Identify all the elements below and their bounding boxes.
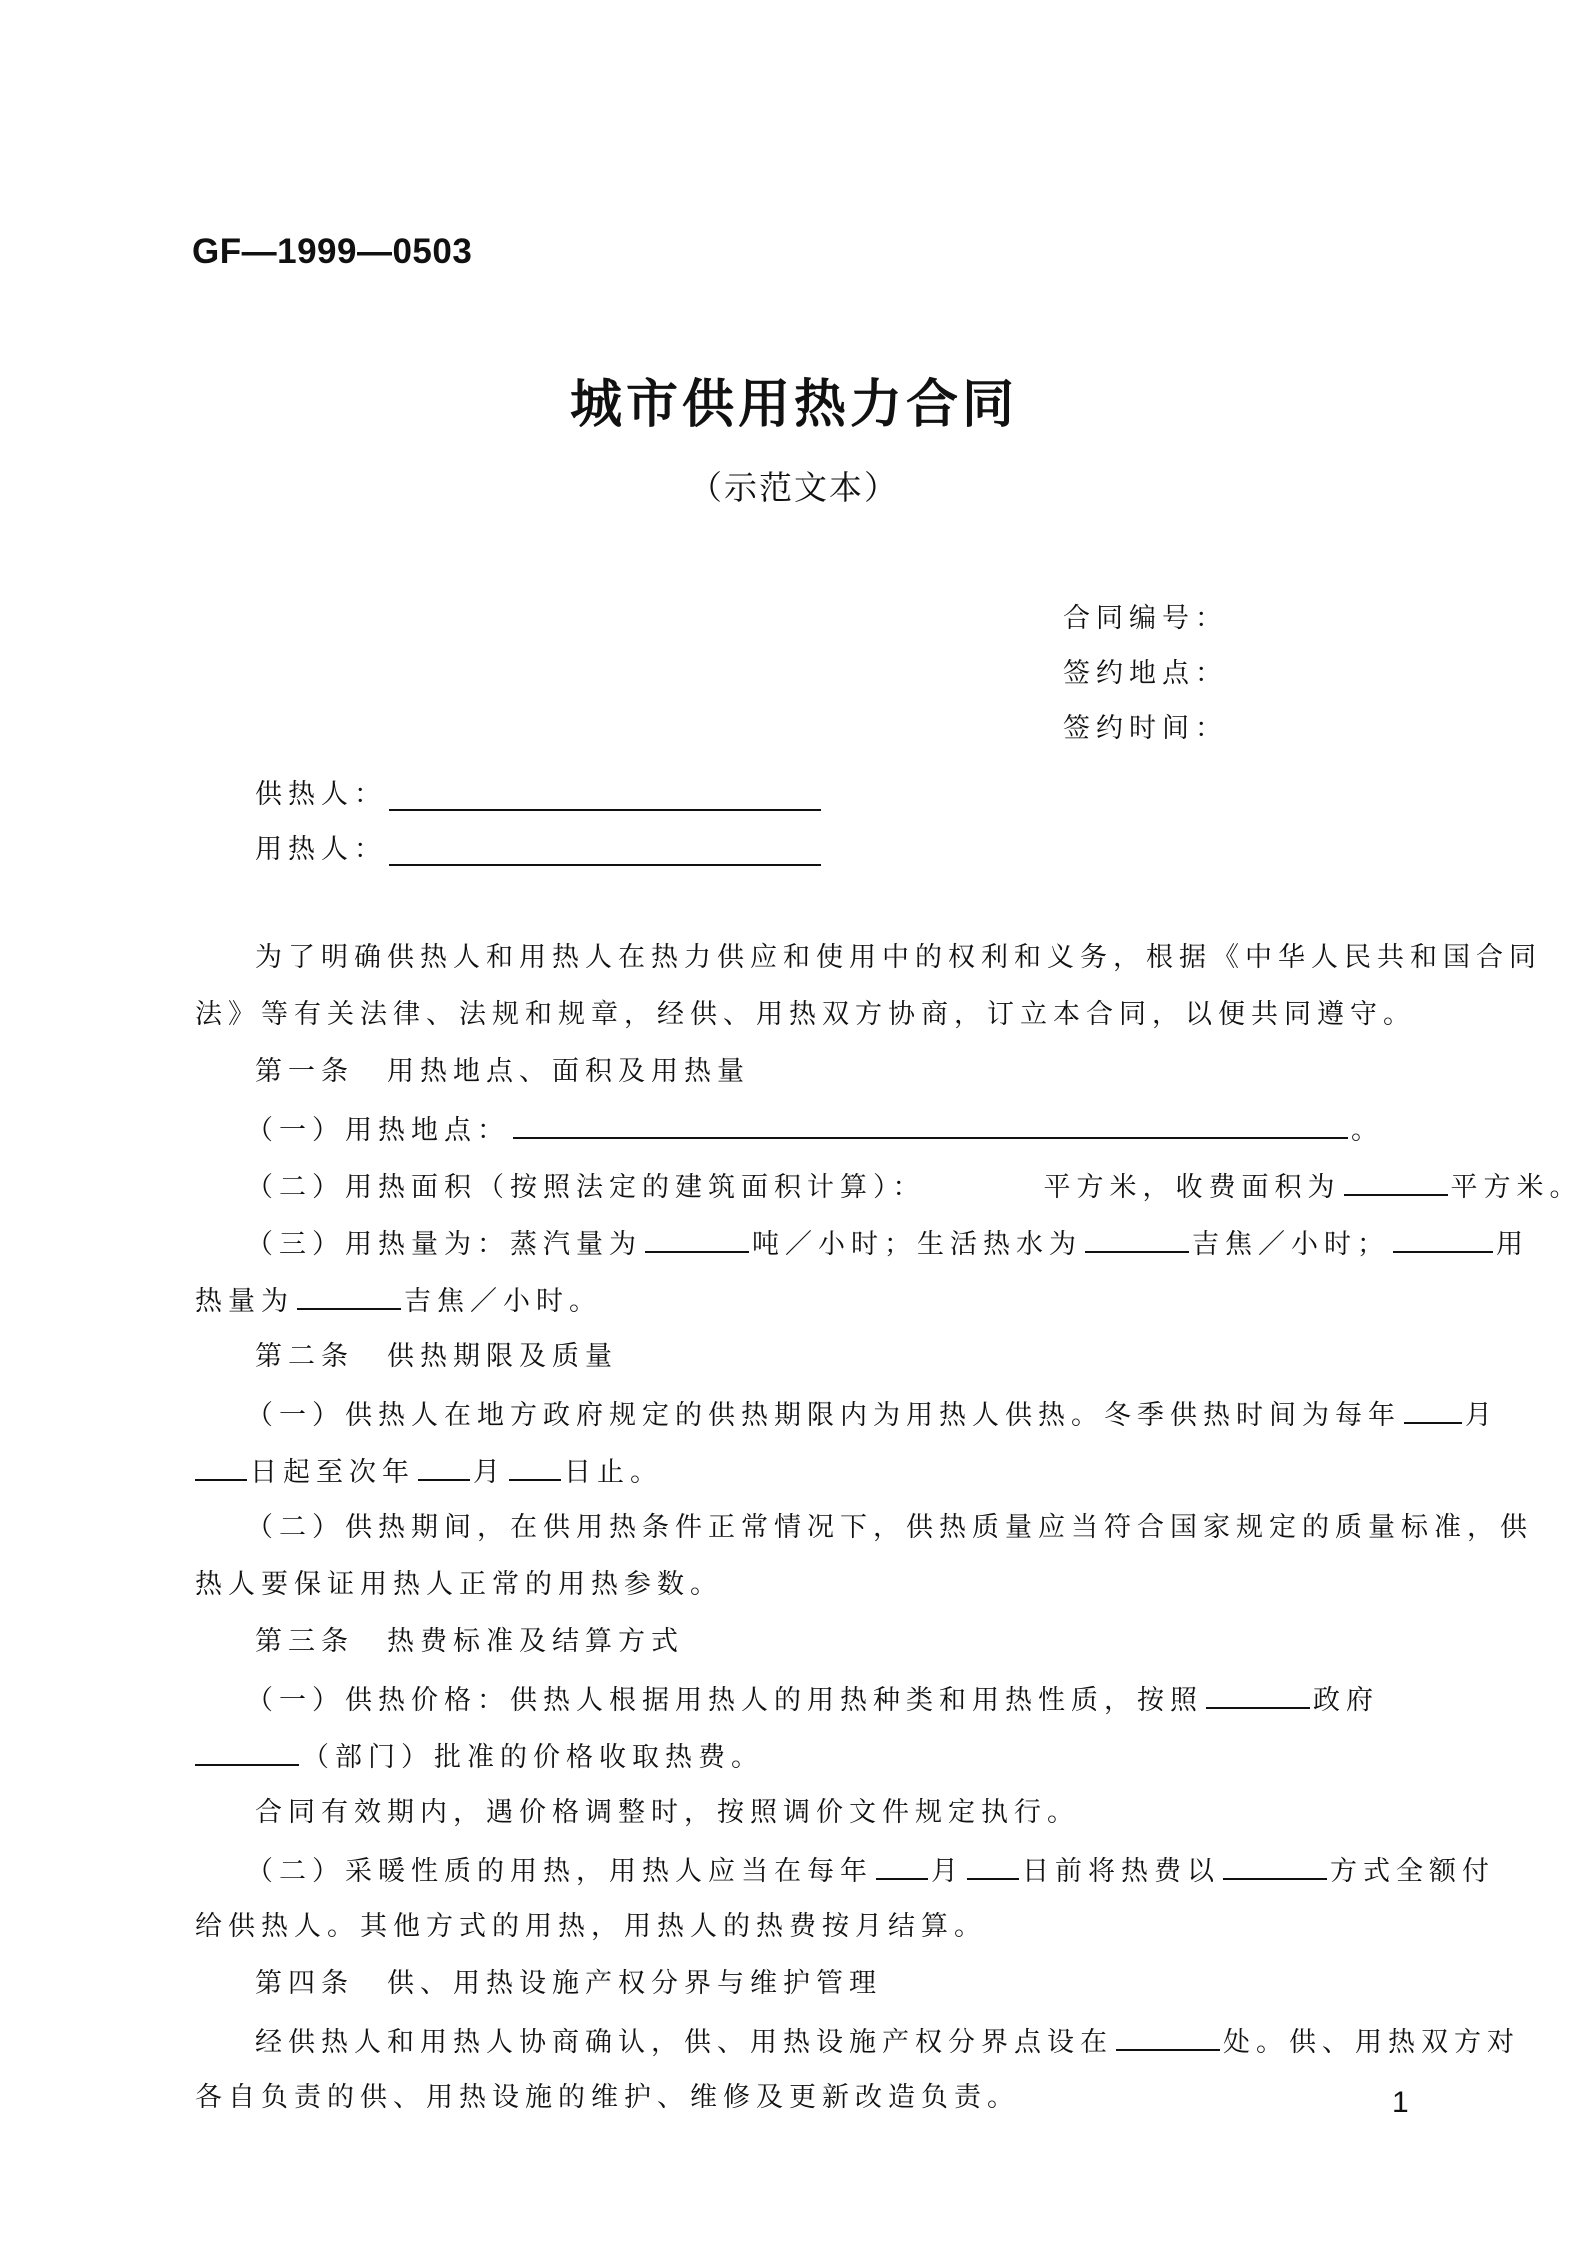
item-text: 热量为: [195, 1286, 294, 1317]
article3-item1-cont: [195, 1738, 764, 1776]
contract-number-label: 合同编号：: [1063, 603, 1228, 634]
item-text: 。: [1351, 1115, 1384, 1146]
item-text: （部门）批准的价格收取热费。: [302, 1742, 764, 1773]
document-code: GF—1999—0503: [192, 232, 473, 271]
item-text: 处。供、用热双方对: [1223, 2027, 1520, 2058]
blank-field: [645, 1225, 749, 1253]
item-text: 日止。: [564, 1457, 663, 1488]
item-text: 日起至次年: [250, 1457, 415, 1488]
blank-field: [1223, 1852, 1327, 1880]
page-number: 1: [1392, 2086, 1409, 2119]
user-blank: [389, 834, 821, 866]
article2-item2-cont: 热人要保证用热人正常的用热参数。: [195, 1569, 723, 1600]
blank-field: [195, 1453, 247, 1481]
article3-note: 合同有效期内，遇价格调整时，按照调价文件规定执行。: [255, 1797, 1080, 1828]
item-text: （一）供热价格：供热人根据用热人的用热种类和用热性质，按照: [246, 1685, 1203, 1716]
blank-field: [513, 1111, 1348, 1139]
article-heading: 第一条 用热地点、面积及用热量: [255, 1056, 750, 1087]
supplier-party: [255, 772, 821, 811]
user-party: [255, 827, 821, 866]
blank-field: [1206, 1681, 1310, 1709]
blank-field: [967, 1852, 1019, 1880]
item-text: （二）用热面积（按照法定的建筑面积计算）：: [246, 1172, 926, 1203]
blank-field: [195, 1738, 299, 1766]
item-text: （一）用热地点：: [246, 1115, 510, 1146]
item-text: 月: [1465, 1400, 1498, 1431]
article2-item1: [246, 1396, 1498, 1434]
sign-place-label: 签约地点：: [1063, 658, 1228, 689]
item-text: 政府: [1313, 1685, 1379, 1716]
article4-line1: [255, 2023, 1520, 2061]
article1-item3-cont: [195, 1282, 602, 1320]
item-text: 平方米，收费面积为: [1043, 1172, 1341, 1203]
supplier-blank: [389, 779, 821, 811]
blank-field: [1393, 1225, 1493, 1253]
blank-field: [1116, 2023, 1220, 2051]
article2-item2: （二）供热期间，在供用热条件正常情况下，供热质量应当符合国家规定的质量标准，供: [246, 1512, 1533, 1543]
preamble-line: 为了明确供热人和用热人在热力供应和使用中的权利和义务，根据《中华人民共和国合同: [255, 942, 1542, 973]
article1-item2: [246, 1168, 1583, 1206]
item-text: 月: [931, 1856, 964, 1887]
blank-field: [418, 1453, 470, 1481]
article3-item1: [246, 1681, 1379, 1719]
preamble-line: 法》等有关法律、法规和规章，经供、用热双方协商，订立本合同，以便共同遵守。: [195, 999, 1416, 1030]
article-heading: 第二条 供热期限及质量: [255, 1341, 618, 1372]
item-text: （三）用热量为：蒸汽量为: [246, 1229, 642, 1260]
item-text: 平方米。: [1450, 1172, 1583, 1203]
item-text: 吉焦／小时；: [1192, 1229, 1390, 1260]
article3-item2-cont: 给供热人。其他方式的用热，用热人的热费按月结算。: [195, 1911, 987, 1942]
blank-field: [1085, 1225, 1189, 1253]
blank-field: [297, 1282, 401, 1310]
article-heading: 第四条 供、用热设施产权分界与维护管理: [255, 1968, 882, 1999]
article-heading: 第三条 热费标准及结算方式: [255, 1626, 684, 1657]
item-text: 吨／小时；生活热水为: [752, 1229, 1082, 1260]
blank-field: [1344, 1168, 1448, 1196]
item-text: （一）供热人在地方政府规定的供热期限内为用热人供热。冬季供热时间为每年: [246, 1400, 1401, 1431]
item-text: 月: [473, 1457, 506, 1488]
sign-time-label: 签约时间：: [1063, 713, 1228, 744]
document-subtitle: （示范文本）: [689, 468, 899, 507]
item-text: 方式全额付: [1330, 1856, 1495, 1887]
user-label: 用热人：: [255, 834, 387, 865]
document-title: 城市供用热力合同: [569, 375, 1018, 435]
item-text: 日前将热费以: [1022, 1856, 1220, 1887]
blank-field: [509, 1453, 561, 1481]
item-text: （二）采暖性质的用热，用热人应当在每年: [246, 1856, 873, 1887]
supplier-label: 供热人：: [255, 779, 387, 810]
item-text: 吉焦／小时。: [404, 1286, 602, 1317]
item-text: 经供热人和用热人协商确认，供、用热设施产权分界点设在: [255, 2027, 1113, 2058]
article1-item3: [246, 1225, 1529, 1263]
article1-item1: [246, 1111, 1384, 1149]
item-text: 用: [1496, 1229, 1529, 1260]
article3-item2: [246, 1852, 1495, 1890]
article4-line2: 各自负责的供、用热设施的维护、维修及更新改造负责。: [195, 2082, 1020, 2113]
blank-field: [1404, 1396, 1462, 1424]
blank-field: [876, 1852, 928, 1880]
article2-item1-cont: [195, 1453, 663, 1491]
